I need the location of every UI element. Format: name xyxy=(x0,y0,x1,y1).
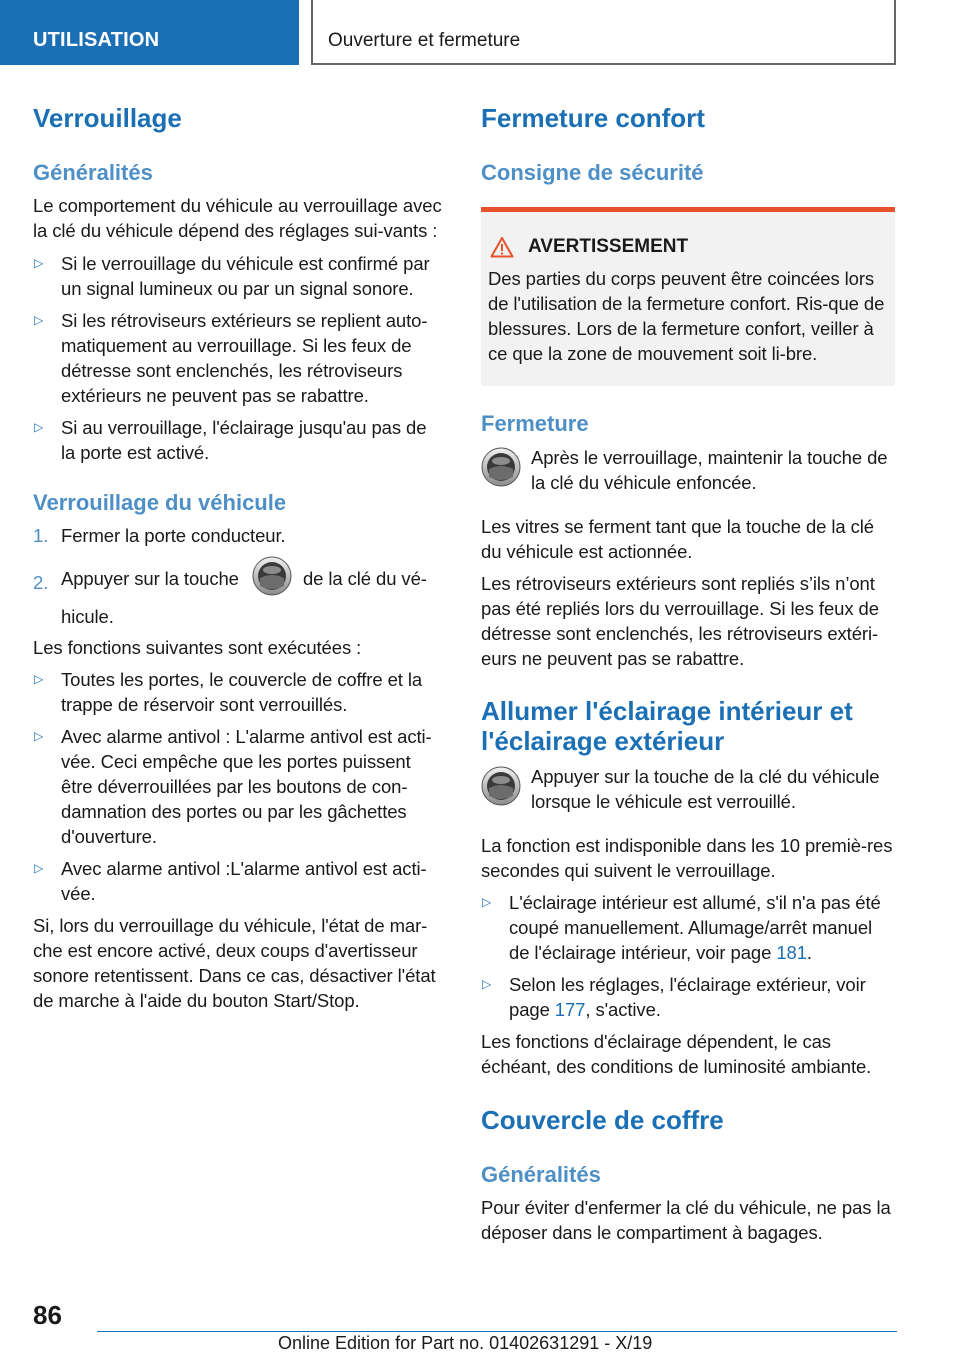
fermeture-instruction: Après le verrouillage, maintenir la touche de la clé du véhicule enfoncée. xyxy=(481,445,895,495)
heading-consigne: Consigne de sécurité xyxy=(481,160,704,185)
triangle-bullet-icon: ▷ xyxy=(34,420,44,434)
section-tab xyxy=(0,0,299,65)
heading-coffre-generalites: Généralités xyxy=(481,1162,601,1187)
generalites-list xyxy=(33,251,445,465)
triangle-bullet-icon: ▷ xyxy=(34,313,44,327)
heading-eclairage: Allumer l'éclairage intérieur et l'éclairage extérieur xyxy=(481,696,853,756)
heading-verrouillage-vehicule: Verrouillage du véhicule xyxy=(33,490,287,515)
functions-lead: Les fonctions suivantes sont exécutées : xyxy=(33,637,362,658)
step-number: 1. xyxy=(33,525,49,546)
warning-title-row xyxy=(488,234,888,259)
eclairage-p1: La fonction est indisponible dans les 10 premiè-res secondes qui suivent le verrouillage. xyxy=(481,835,893,881)
fermeture-p1: Les vitres se ferment tant que la touche de la clé du véhicule est actionnée. xyxy=(481,516,874,562)
step-number: 2. xyxy=(33,572,49,593)
step-item: 1. Fermer la porte conducteur. xyxy=(33,525,286,546)
footer-divider xyxy=(97,1331,897,1332)
chapter-tab xyxy=(311,0,896,65)
list-item: ▷ Si au verrouillage, l'éclairage jusqu'au pas de la porte est activé. xyxy=(34,417,427,463)
warning-triangle-icon xyxy=(490,236,514,258)
right-column xyxy=(481,100,895,1245)
list-item: ▷ Avec alarme antivol :L'alarme antivol est acti-vée. xyxy=(34,858,427,904)
heading-verrouillage: Verrouillage xyxy=(33,103,182,133)
triangle-bullet-icon: ▷ xyxy=(482,895,492,909)
heading-fermeture-confort: Fermeture confort xyxy=(481,103,705,133)
fermeture-p2: Les rétroviseurs extérieurs sont repliés s’ils n’ont pas été repliés lors du verrouillage. Si les feux de détresse sont enclenchés, les rétroviseurs extéri-eurs ne peuvent pas se rabattre. xyxy=(481,573,879,669)
verrouillage-closing: Si, lors du verrouillage du véhicule, l'état de mar-che est encore activé, deux coups d'avertisseur sonore retentissent. Dans ce cas, désactiver l'état de marche à l'aide du bouton Start/Stop. xyxy=(33,915,436,1011)
triangle-bullet-icon: ▷ xyxy=(34,729,44,743)
list-item: ▷ L'éclairage intérieur est allumé, s'il n'a pas été coupé manuellement. Allumage/arrêt manuel de l'éclairage intérieur, voir page 181. xyxy=(482,892,881,963)
list-item: ▷ Si le verrouillage du véhicule est confirmé par un signal lumineux ou par un signal sonore. xyxy=(34,253,430,299)
heading-fermeture: Fermeture xyxy=(481,411,589,436)
triangle-bullet-icon: ▷ xyxy=(34,861,44,875)
eclairage-p2: Les fonctions d'éclairage dépendent, le cas échéant, des conditions de luminosité ambiante. xyxy=(481,1031,872,1077)
coffre-text: Pour éviter d'enfermer la clé du véhicule, ne pas la déposer dans le compartiment à bagages. xyxy=(481,1197,891,1243)
warning-text: Des parties du corps peuvent être coincées lors de l'utilisation de la fermeture confort. Ris-que de blessures. Lors de la fermeture confort, veiller à ce que la zone de mouvement soit li-bre. xyxy=(488,268,885,364)
heading-generalites: Généralités xyxy=(33,160,153,185)
list-item: ▷ Avec alarme antivol : L'alarme antivol est acti-vée. Ceci empêche que les portes puissent être déverrouillées par les boutons de con-damnation des portes ou par les gâchettes d'ouverture. xyxy=(34,726,432,847)
page-number: 86 xyxy=(33,1300,62,1330)
page-link-181[interactable]: 181 xyxy=(776,942,807,963)
chapter-title: Ouverture et fermeture xyxy=(328,30,521,51)
footer-edition: Online Edition for Part no. 01402631291 - X/19 xyxy=(278,1333,653,1353)
list-item: ▷ Selon les réglages, l'éclairage extérieur, voir page 177, s'active. xyxy=(482,974,866,1020)
heading-couvercle-coffre: Couvercle de coffre xyxy=(481,1105,724,1135)
key-lock-button-icon xyxy=(252,556,292,596)
key-lock-button-icon xyxy=(481,447,521,487)
step-item: 2. Appuyer sur la touche de la clé du vé-hicule. xyxy=(33,556,445,629)
triangle-bullet-icon: ▷ xyxy=(482,977,492,991)
left-column xyxy=(33,100,445,1013)
triangle-bullet-icon: ▷ xyxy=(34,672,44,686)
list-item: ▷ Si les rétroviseurs extérieurs se replient auto-matiquement au verrouillage. Si les feux de détresse sont enclenchés, les rétroviseurs extérieurs ne peuvent pas se rabattre. xyxy=(34,310,428,406)
section-title: UTILISATION xyxy=(33,29,160,51)
functions-list xyxy=(33,667,445,906)
warning-box xyxy=(481,207,895,386)
steps-list xyxy=(33,523,445,629)
page-link-177[interactable]: 177 xyxy=(554,999,586,1020)
eclairage-list xyxy=(481,890,895,1022)
list-item: ▷ Toutes les portes, le couvercle de coffre et la trappe de réservoir sont verrouillés. xyxy=(34,669,423,715)
eclairage-instruction: Appuyer sur la touche de la clé du véhicule lorsque le véhicule est verrouillé. xyxy=(481,764,895,814)
generalites-intro: Le comportement du véhicule au verrouillage avec la clé du véhicule dépend des réglages sui-vants : xyxy=(33,195,442,241)
key-lock-button-icon xyxy=(481,766,521,806)
warning-title: AVERTISSEMENT xyxy=(528,236,689,257)
triangle-bullet-icon: ▷ xyxy=(34,256,44,270)
